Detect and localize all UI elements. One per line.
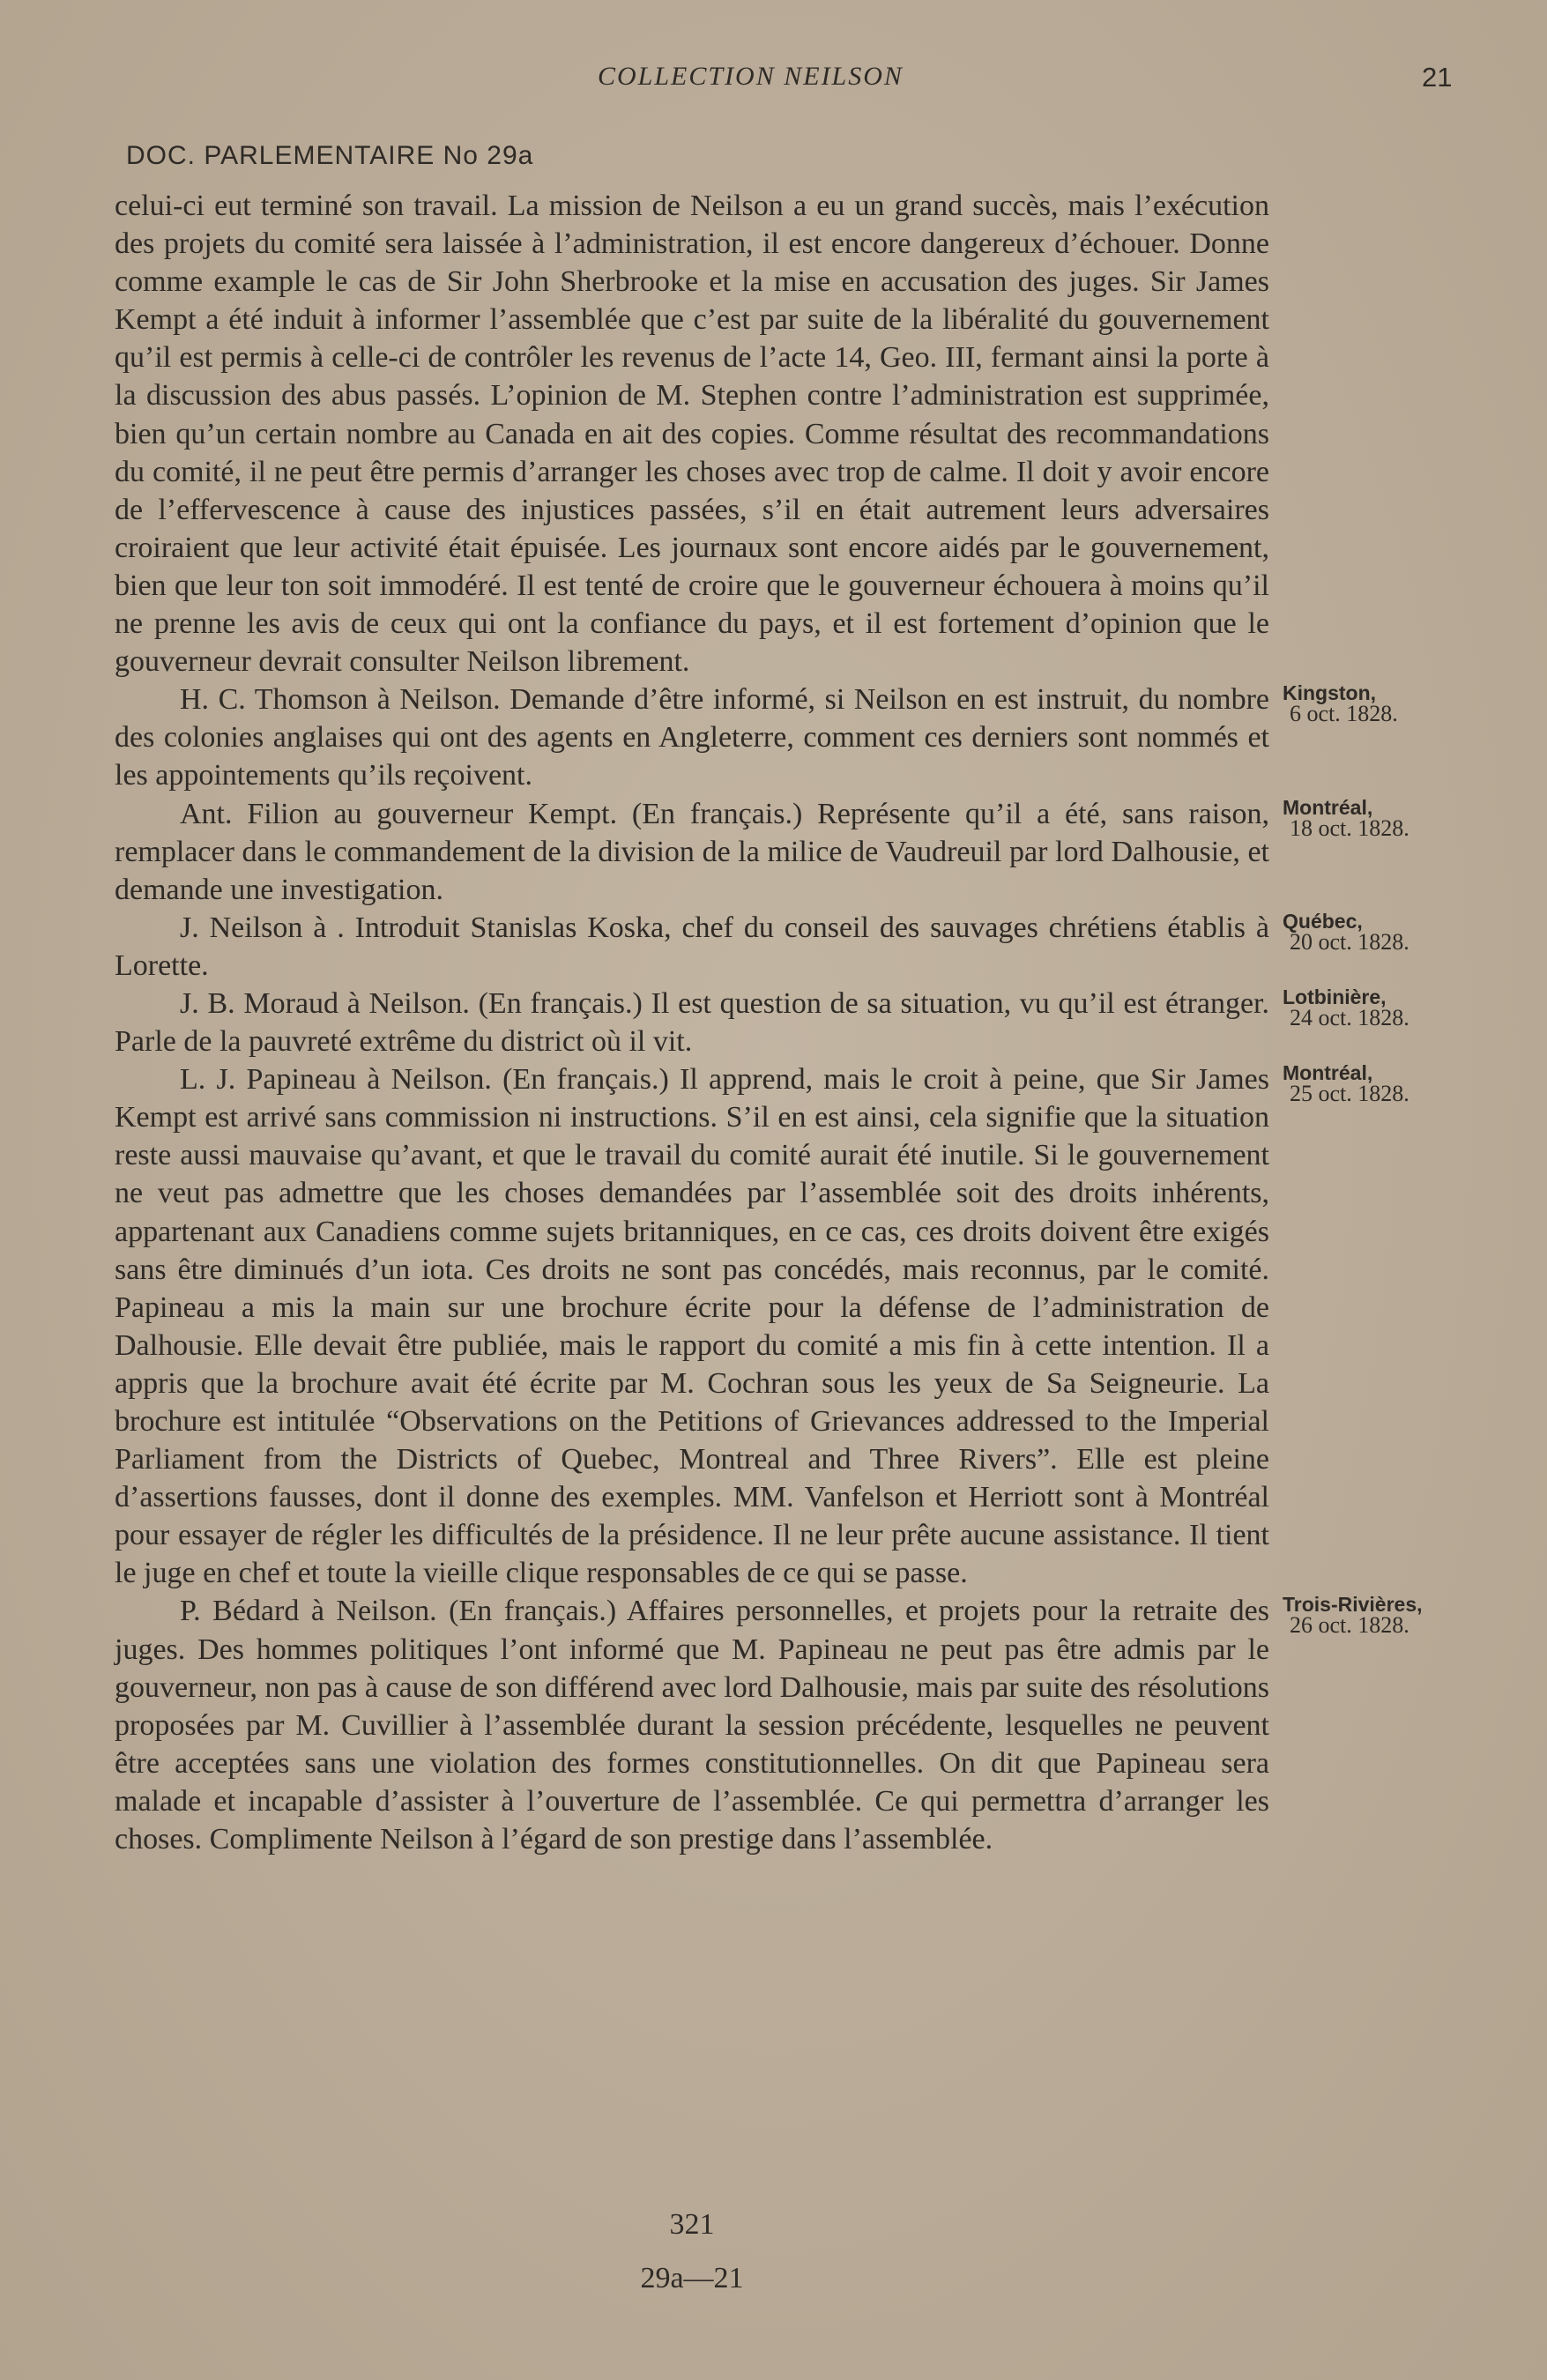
- margin-note: [1283, 797, 1446, 839]
- entry-text: H. C. Thomson à Neilson. Demande d’être informé, si Neilson en est instruit, du nombre des colonies anglaises qui ont des agents en Angleterre, comment ces derniers sont nommés et les appointements qu’ils reçoivent.: [115, 683, 1269, 792]
- page-number-top: 21: [1422, 62, 1453, 93]
- entry-text: J. Neilson à . Introduit Stanislas Koska, chef du conseil des sauvages chrétiens établis à Lorette.: [115, 911, 1269, 982]
- margin-date: 25 oct. 1828.: [1290, 1081, 1409, 1107]
- entry-moraud: [115, 985, 1409, 1060]
- margin-place: Kingston,: [1283, 681, 1377, 705]
- margin-note: [1283, 986, 1446, 1029]
- entry-bedard: [115, 1592, 1423, 1858]
- margin-date: 18 oct. 1828.: [1290, 814, 1409, 841]
- margin-place: Montréal,: [1283, 1061, 1373, 1085]
- body-text: [115, 187, 1423, 1858]
- margin-date: 6 oct. 1828.: [1290, 701, 1398, 727]
- margin-date: 20 oct. 1828.: [1290, 928, 1409, 955]
- margin-place: Montréal,: [1283, 795, 1373, 819]
- entry-text: P. Bédard à Neilson. (En français.) Affaires personnelles, et projets pour la retraite des juges. Des hommes politiques l’ont informé que M. Papineau ne peut pas être admis par le gouverneur, non pas à cause de son différend avec lord Dalhousie, mais par suite des résolutions proposées par M. Cuvillier à l’assemblée durant la session précédente, lesquelles ne peuvent être acceptées sans une violation des formes constitutionnelles. On dit que Papineau sera malade et incapable d’assister à l’ouverture de l’assemblée. Ce qui permettra d’arranger les choses. Complimente Neilson à l’égard de son prestige dans l’assemblée.: [115, 1595, 1269, 1856]
- margin-note: [1283, 682, 1446, 725]
- entry-papineau: [115, 1060, 1409, 1592]
- footer-page-number: 321: [669, 2208, 715, 2241]
- entry-neilson-koska: [115, 909, 1409, 985]
- margin-place: Lotbinière,: [1283, 985, 1387, 1008]
- entry-continuation: [115, 187, 1269, 681]
- collection-title: COLLECTION NEILSON: [598, 62, 904, 91]
- entry-text: celui-ci eut terminé son travail. La mission de Neilson a eu un grand succès, mais l’exécution des projets du comité sera laissée à l’administration, il est encore dangereux d’échouer. Donne comme example le cas de Sir John Sherbrooke et la mise en accusation des juges. Sir James Kempt a été induit à informer l’assemblée que c’est par suite de la libéralité du gouvernement qu’il est permis à celle-ci de contrôler les revenus de l’acte 14, Geo. III, fermant ainsi la porte à la discussion des abus passés. L’opinion de M. Stephen contre l’administration est supprimée, bien qu’un certain nombre au Canada en ait des copies. Comme résultat des recommandations du comité, il ne peut être permis d’arranger les choses avec trop de calme. Il doit y avoir encore de l’effervescence à cause des injustices passées, s’il en était autrement leurs adversaires croiraient que leur activité était épuisée. Les journaux sont encore aidés par le gouvernement, bien que leur ton soit immodéré. Il est tenté de croire que le gouverneur échouera à moins qu’il ne prenne les avis de ceux qui ont la confiance du pays, et il est fortement d’opinion que le gouverneur devrait consulter Neilson librement.: [115, 190, 1269, 679]
- margin-place: Trois-Rivières,: [1283, 1593, 1423, 1617]
- margin-note: [1283, 1061, 1446, 1107]
- margin-date: 26 oct. 1828.: [1290, 1612, 1409, 1639]
- entry-text: Ant. Filion au gouverneur Kempt. (En français.) Représente qu’il a été, sans raison, remplacer dans le commandement de la division de la milice de Vaudreuil par lord Dalhousie, et demande une investigation.: [115, 797, 1269, 906]
- entry-filion: [115, 795, 1409, 909]
- running-head: [0, 62, 1547, 97]
- entry-thomson: [115, 681, 1398, 794]
- doc-label: DOC. PARLEMENTAIRE No 29a: [126, 141, 534, 170]
- margin-place: Québec,: [1283, 909, 1363, 933]
- margin-note: [1283, 1593, 1446, 1639]
- margin-date: 24 oct. 1828.: [1290, 1004, 1409, 1030]
- entry-text: J. B. Moraud à Neilson. (En français.) Il est question de sa situation, vu qu’il est étranger. Parle de la pauvreté extrême du district où il vit.: [115, 986, 1269, 1059]
- entry-text: L. J. Papineau à Neilson. (En français.) Il apprend, mais le croit à peine, que Sir James Kempt est arrivé sans commission ni instructions. S’il en est ainsi, cela signifie que la situation reste aussi mauvaise qu’avant, et que le travail du comité aurait été inutile. Si le gouvernement ne veut pas admettre que les choses demandées par l’assemblée soit des droits inhérents, appartenant aux Canadiens comme sujets britanniques, en ce cas, ces droits doivent être exigés sans être diminués d’un iota. Ces droits ne sont pas concédés, mais reconnus, par le comité. Papineau a mis la main sur une brochure écrite pour la défense de l’administration de Dalhousie. Elle devait être publiée, mais le rapport du comité a mis fin à cette intention. Il a appris que la brochure avait été écrite par M. Cochran sous les yeux de Sa Seigneurie. La brochure est intitulée “Observations on the Petitions of Grievances addressed to the Imperial Parliament from the Districts of Quebec, Montreal and Three Rivers”. Elle est pleine d’assertions fausses, dont il donne des exemples. MM. Vanfelson et Herriott sont à Montréal pour essayer de régler les difficultés de la présidence. Il ne leur prête aucune assistance. Il tient le juge en chef et toute la vieille clique responsables de ce qui se passe.: [115, 1063, 1269, 1590]
- margin-note: [1283, 911, 1446, 953]
- footer-signature: 29a—21: [640, 2262, 744, 2294]
